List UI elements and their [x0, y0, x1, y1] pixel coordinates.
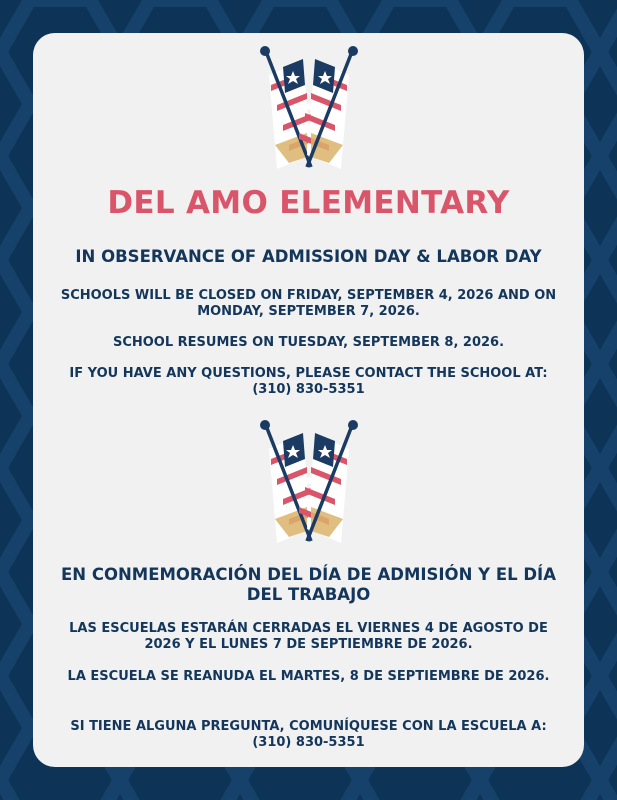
crossed-american-flags-icon: [33, 45, 584, 170]
spanish-resume-text: LA ESCUELA SE REANUDA EL MARTES, 8 DE SEPTIEMBRE DE 2026.: [67, 669, 550, 684]
english-heading: IN OBSERVANCE OF ADMISSION DAY & LABOR DAY: [75, 247, 542, 266]
english-questions-text: IF YOU HAVE ANY QUESTIONS, PLEASE CONTACT THE SCHOOL AT:: [69, 366, 548, 381]
english-resume-text: SCHOOL RESUMES ON TUESDAY, SEPTEMBER 8, 2026.: [112, 335, 505, 350]
school-name: DEL AMO ELEMENTARY: [107, 185, 510, 221]
english-closure-text: SCHOOLS WILL BE CLOSED ON FRIDAY, SEPTEMBER 4, 2026 AND ON MONDAY, SEPTEMBER 7, 2026.: [60, 288, 557, 319]
spanish-contact: [53, 719, 564, 751]
english-phone-number: (310) 830-5351: [252, 382, 365, 397]
notice-card: [33, 33, 584, 767]
spanish-questions-text: SI TIENE ALGUNA PREGUNTA, COMUNÍQUESE CON LA ESCUELA A:: [70, 719, 547, 734]
english-contact: [53, 366, 564, 398]
spanish-phone-number: (310) 830-5351: [252, 735, 365, 750]
spanish-closure-text: LAS ESCUELAS ESTARÁN CERRADAS EL VIERNES 4 DE AGOSTO DE 2026 Y EL LUNES 7 DE SEPTIEMBRE DE 2026.: [69, 621, 548, 652]
crossed-american-flags-icon: [33, 419, 584, 544]
spanish-heading: EN CONMEMORACIÓN DEL DÍA DE ADMISIÓN Y EL DÍA DEL TRABAJO: [61, 565, 556, 604]
